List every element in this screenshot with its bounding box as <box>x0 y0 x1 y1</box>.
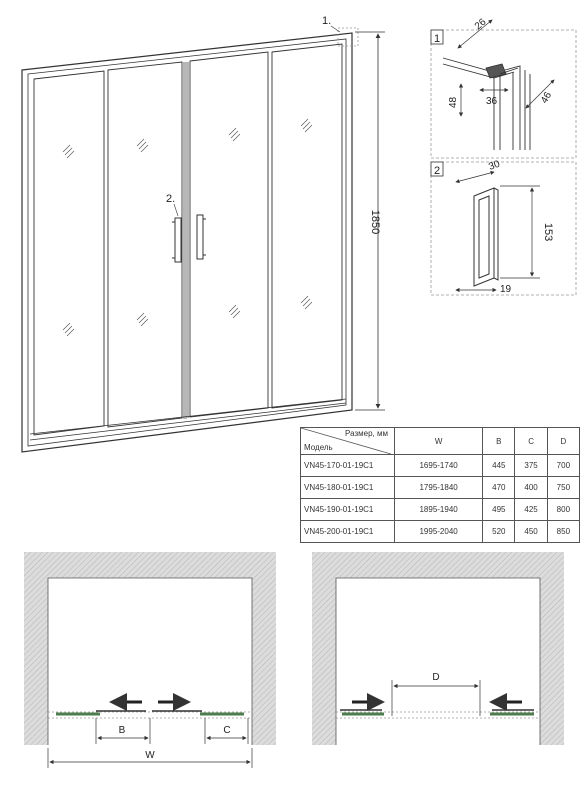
spec-cell: 1995-2040 <box>395 521 483 543</box>
spec-row <box>301 521 580 543</box>
spec-cell: 425 <box>515 499 547 521</box>
plan-label-w: W <box>145 750 155 761</box>
dim-profile-inner: 36 <box>486 96 498 107</box>
spec-table <box>300 427 580 543</box>
spec-row <box>301 499 580 521</box>
spec-row-model: VN45-180-01-19C1 <box>301 477 395 499</box>
spec-cell: 400 <box>515 477 547 499</box>
detail-1-profile <box>431 16 576 158</box>
plan-label-b: B <box>118 725 126 736</box>
spec-table-header <box>301 428 580 455</box>
spec-cell: 750 <box>547 477 579 499</box>
spec-cell: 850 <box>547 521 579 543</box>
spec-header-model: Модель <box>304 443 333 452</box>
spec-col-c: C <box>515 428 547 455</box>
dim-handle-bottom: 19 <box>500 284 512 295</box>
spec-col-b: B <box>483 428 515 455</box>
plan-label-c: C <box>223 725 231 736</box>
spec-row <box>301 477 580 499</box>
plan-view-open <box>312 552 564 745</box>
spec-col-w: W <box>395 428 483 455</box>
callout-1-label: 1. <box>322 15 332 27</box>
spec-row <box>301 455 580 477</box>
spec-cell: 375 <box>515 455 547 477</box>
detail-2-number: 2 <box>434 165 441 177</box>
detail-2-handle <box>431 159 576 295</box>
spec-cell: 1695-1740 <box>395 455 483 477</box>
spec-col-d: D <box>547 428 579 455</box>
dim-handle-length: 153 <box>542 222 554 242</box>
detail-1-marker <box>338 28 358 46</box>
spec-cell: 520 <box>483 521 515 543</box>
dim-handle-top: 30 <box>487 158 502 173</box>
spec-header-size: Размер, мм <box>345 429 388 438</box>
glass-reflection-marks <box>63 119 312 336</box>
dim-profile-top: 26 <box>472 16 489 33</box>
plan-label-d: D <box>432 672 440 683</box>
dim-profile-left: 48 <box>448 96 459 108</box>
spec-row-model: VN45-190-01-19C1 <box>301 499 395 521</box>
spec-cell: 445 <box>483 455 515 477</box>
height-value: 1850 <box>369 209 381 235</box>
spec-cell: 700 <box>547 455 579 477</box>
spec-cell: 1895-1940 <box>395 499 483 521</box>
detail-1-number: 1 <box>434 33 441 45</box>
spec-cell: 800 <box>547 499 579 521</box>
callout-2-label: 2. <box>166 193 176 205</box>
dim-profile-right: 46 <box>539 90 555 106</box>
spec-row-model: VN45-170-01-19C1 <box>301 455 395 477</box>
door-elevation <box>22 33 352 452</box>
spec-cell: 470 <box>483 477 515 499</box>
spec-header-corner <box>301 428 395 455</box>
spec-cell: 450 <box>515 521 547 543</box>
plan-view-closed <box>24 552 276 768</box>
spec-row-model: VN45-200-01-19C1 <box>301 521 395 543</box>
spec-cell: 495 <box>483 499 515 521</box>
spec-cell: 1795-1840 <box>395 477 483 499</box>
